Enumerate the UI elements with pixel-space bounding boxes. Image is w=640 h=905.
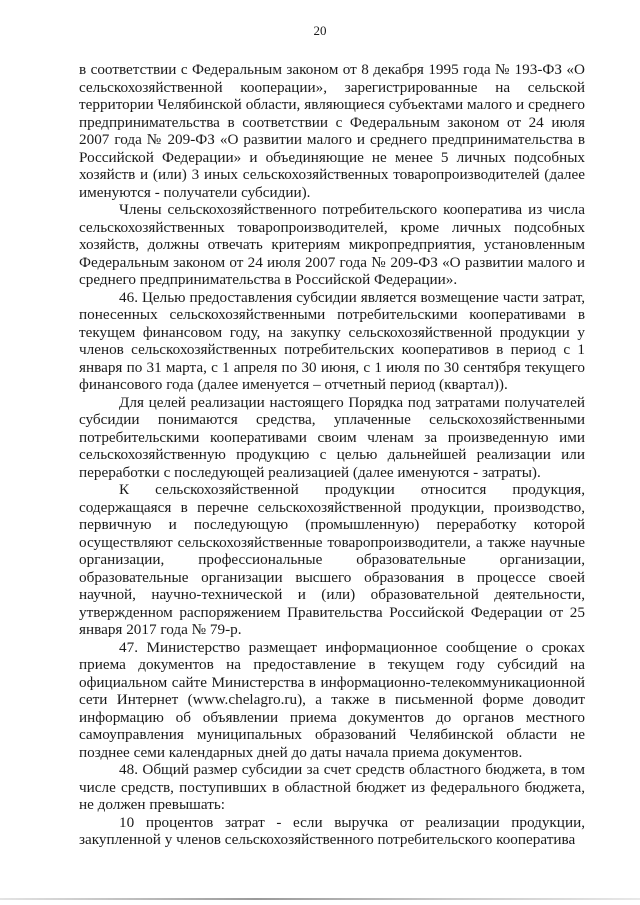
paragraph-47-announcement: 47. Министерство размещает информационное сообщение о сроках приема документов на предоставление в текущем году субсидий на официальном сайте Министерства в информационно-телекоммуникационной сети Интернет (www.chelagro.ru), а также в письменной форме доводит информацию об объявлении приема документов до органов местного самоуправления муниципальных образований Челябинской области не позднее семи календарных дней до даты начала приема документов. [79, 638, 585, 761]
page-number: 20 [313, 23, 327, 38]
document-body [79, 61, 585, 849]
paragraph-10-percent: 10 процентов затрат - если выручка от реализации продукции, закупленной у членов сельскохозяйственного потребительского кооператива [79, 813, 585, 848]
paragraph-46-subsidy-purpose: 46. Целью предоставления субсидии является возмещение части затрат, понесенных сельскохозяйственными потребительскими кооперативами в текущем финансовом году, на закупку сельскохозяйственной продукции у членов сельскохозяйственных потребительских кооперативов в период с 1 января по 31 марта, с 1 апреля по 30 июня, с 1 июля по 30 сентября текущего финансового года (далее именуется – отчетный период (квартал)). [79, 288, 585, 393]
paragraph-48-subsidy-size: 48. Общий размер субсидии за счет средств областного бюджета, в том числе средств, поступивших в областной бюджет из федерального бюджета, не должен превышать: [79, 761, 585, 813]
paragraph-continuation: в соответствии с Федеральным законом от 8 декабря 1995 года № 193-ФЗ «О сельскохозяйственной кооперации», зарегистрированные на сельской территории Челябинской области, являющиеся субъектами малого и среднего предпринимательства в соответствии с Федеральным законом от 24 июля 2007 года № 209-ФЗ «О развитии малого и среднего предпринимательства в Российской Федерации» и объединяющие не менее 5 личных подсобных хозяйств и (или) 3 иных сельскохозяйственных товаропроизводителей (далее именуются - получатели субсидии). [79, 61, 585, 201]
paragraph-cooperative-members: Члены сельскохозяйственного потребительского кооператива из числа сельскохозяйственных товаропроизводителей, кроме личных подсобных хозяйств, должны отвечать критериям микропредприятия, установленным Федеральным законом от 24 июля 2007 года № 209-ФЗ «О развитии малого и среднего предпринимательства в Российской Федерации». [79, 201, 585, 288]
paragraph-agricultural-products: К сельскохозяйственной продукции относится продукция, содержащаяся в перечне сельскохозяйственной продукции, производство, первичную и последующую (промышленную) переработку которой осуществляют сельскохозяйственные товаропроизводители, а также научные организации, профессиональные образовательные организации, образовательные организации высшего образования в процессе своей научной, научно-технической и (или) образовательной деятельности, утвержденном распоряжением Правительства Российской Федерации от 25 января 2017 года № 79-р. [79, 481, 585, 638]
paragraph-expenses-definition: Для целей реализации настоящего Порядка под затратами получателей субсидии понимаются средства, уплаченные сельскохозяйственными потребительскими кооперативами своим членам за произведенную ими сельскохозяйственную продукцию с целью дальнейшей реализации или переработки с последующей реализацией (далее именуются - затраты). [79, 393, 585, 481]
scan-edge-line [0, 898, 640, 900]
